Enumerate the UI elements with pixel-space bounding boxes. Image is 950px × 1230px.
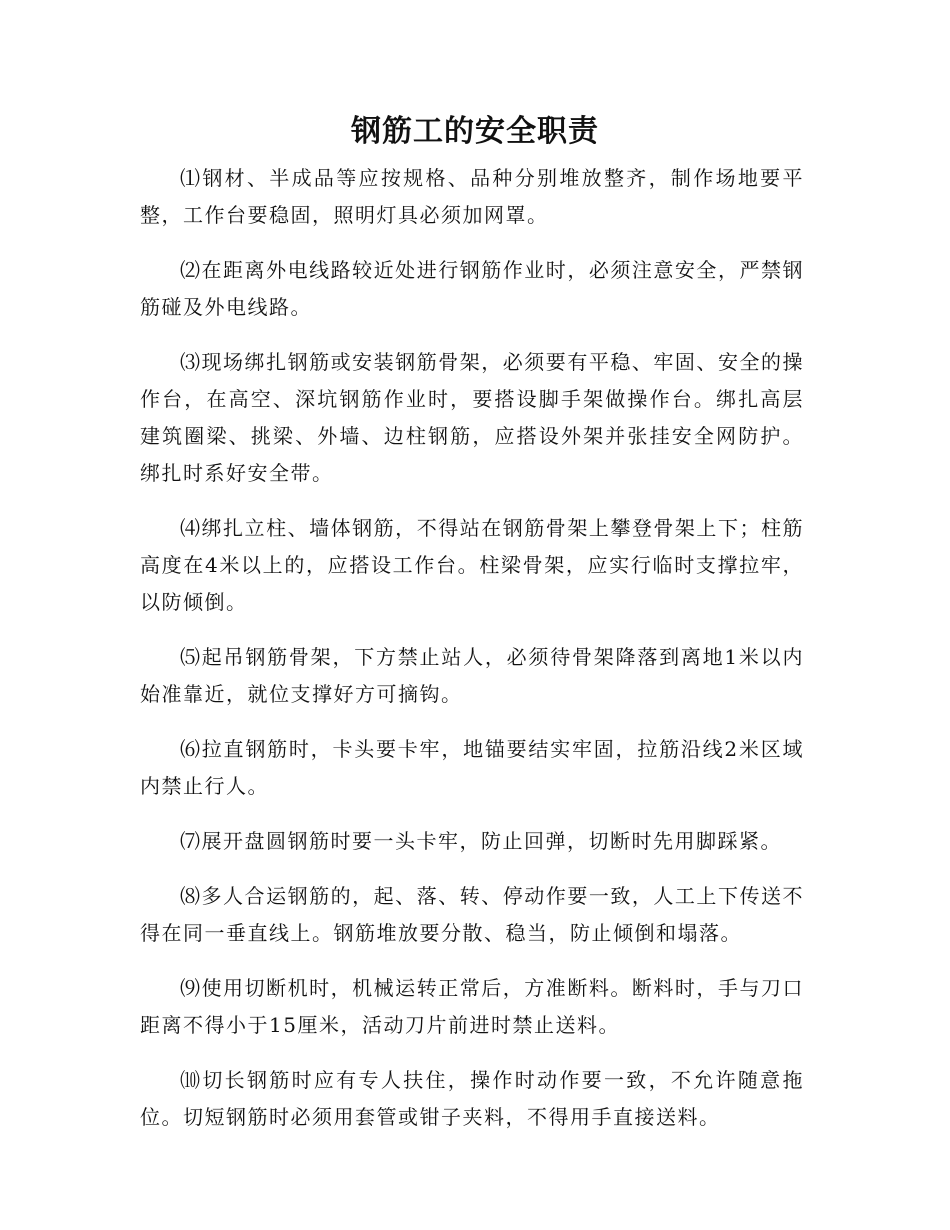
paragraph-7: ⑺展开盘圆钢筋时要一头卡牢，防止回弹，切断时先用脚踩紧。 xyxy=(180,829,782,853)
paragraph-8: ⑻多人合运钢筋的，起、落、转、停动作要一致，人工上下传送不得在同一垂直线上。钢筋堆放要分散、稳当，防止倾倒和塌落。 xyxy=(140,884,804,945)
paragraph-10: ⑽切长钢筋时应有专人扶住，操作时动作要一致，不允许随意拖位。切短钢筋时必须用套管或钳子夹料，不得用手直接送料。 xyxy=(140,1068,804,1129)
paragraph-4: ⑷绑扎立柱、墙体钢筋，不得站在钢筋骨架上攀登骨架上下；柱筋高度在4米以上的，应搭设工作台。柱梁骨架，应实行临时支撑拉牢，以防倾倒。 xyxy=(140,516,804,614)
paragraph-5: ⑸起吊钢筋骨架，下方禁止站人，必须待骨架降落到离地1米以内始准靠近，就位支撑好方可摘钩。 xyxy=(140,645,804,706)
paragraph-6: ⑹拉直钢筋时，卡头要卡牢，地锚要结实牢固，拉筋沿线2米区域内禁止行人。 xyxy=(140,737,804,798)
paragraph-9: ⑼使用切断机时，机械运转正常后，方准断料。断料时，手与刀口距离不得小于15厘米，活动刀片前进时禁止送料。 xyxy=(140,976,804,1037)
document-title: 钢筋工的安全职责 xyxy=(351,114,599,149)
paragraph-1: ⑴钢材、半成品等应按规格、品种分别堆放整齐，制作场地要平整，工作台要稳固，照明灯具必须加网罩。 xyxy=(140,166,804,227)
document-body xyxy=(140,160,804,1154)
paragraph-3: ⑶现场绑扎钢筋或安装钢筋骨架，必须要有平稳、牢固、安全的操作台，在高空、深坑钢筋作业时，要搭设脚手架做操作台。绑扎高层建筑圈梁、挑梁、外墙、边柱钢筋，应搭设外架并张挂安全网防护。绑扎时系好安全带。 xyxy=(140,350,804,485)
paragraph-2: ⑵在距离外电线路较近处进行钢筋作业时，必须注意安全，严禁钢筋碰及外电线路。 xyxy=(140,258,804,319)
